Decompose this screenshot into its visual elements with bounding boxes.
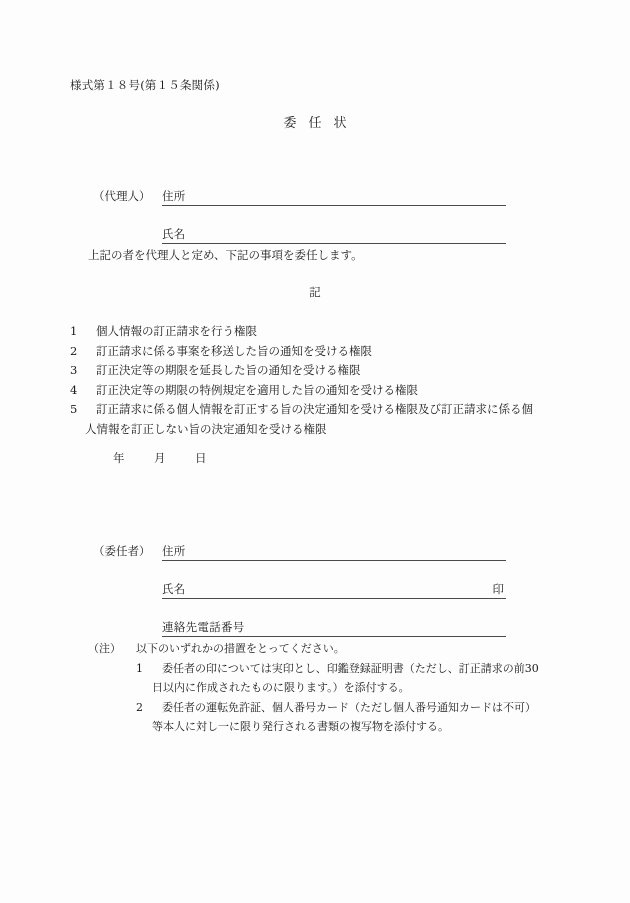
client-tag-spacer xyxy=(93,633,162,637)
agent-tag: （代理人） xyxy=(93,188,151,203)
item-text xyxy=(96,381,610,401)
client-phone-field[interactable] xyxy=(162,619,506,638)
notes-tag: （注） xyxy=(88,642,121,655)
note-text-line1: 委任者の印については実印とし、印鑑登録証明書（ただし、訂正請求の前30 xyxy=(162,661,539,675)
note-number: 2 xyxy=(136,700,143,714)
seal-mark: 印 xyxy=(492,581,504,596)
client-name-row xyxy=(93,561,506,599)
notes-section xyxy=(88,639,588,737)
client-tag: （委任者） xyxy=(93,543,151,558)
agent-tag-spacer xyxy=(93,240,162,244)
item-text-line1: 訂正決定等の期限を延長した旨の通知を受ける権限 xyxy=(96,363,361,378)
client-phone-label: 連絡先電話番号 xyxy=(162,619,245,634)
form-number: 様式第１８号(第１５条関係) xyxy=(70,78,220,92)
agent-name-row xyxy=(93,206,506,244)
item-text xyxy=(96,342,610,362)
note-text xyxy=(152,659,588,698)
note-item xyxy=(136,698,588,737)
note-text-line2: 日以内に作成されたものに限ります。）を添付する。 xyxy=(152,681,410,694)
list-item xyxy=(70,381,610,401)
list-item xyxy=(70,342,610,362)
note-number: 1 xyxy=(136,661,143,675)
item-number: 3 xyxy=(70,363,78,378)
item-text xyxy=(96,361,610,381)
lead-sentence: 上記の者を代理人と定め、下記の事項を委任します。 xyxy=(88,248,363,262)
client-address-label: 住所 xyxy=(162,543,186,558)
note-item xyxy=(136,659,588,698)
client-tag-spacer xyxy=(93,595,162,599)
client-name-field[interactable] xyxy=(162,581,506,600)
notes-heading-row xyxy=(88,639,588,659)
list-item xyxy=(70,400,610,439)
agent-address-row xyxy=(93,168,506,206)
client-phone-row xyxy=(93,599,506,637)
item-number: 2 xyxy=(70,343,78,358)
agent-block xyxy=(93,168,506,244)
item-text xyxy=(96,322,610,342)
agent-address-field[interactable] xyxy=(162,188,506,207)
client-block xyxy=(93,523,506,637)
client-address-field[interactable] xyxy=(162,543,506,562)
item-text-line1: 訂正決定等の期限の特例規定を適用した旨の通知を受ける権限 xyxy=(96,382,418,397)
page-title: 委任状 xyxy=(283,116,359,131)
record-marker: 記 xyxy=(309,285,321,299)
note-text xyxy=(152,698,588,737)
client-address-row xyxy=(93,523,506,561)
agent-address-label: 住所 xyxy=(162,188,186,203)
date-line[interactable]: 年 月 日 xyxy=(113,451,216,465)
note-text-line2: 等本人に対し一に限り発行される書類の複写物を添付する。 xyxy=(152,720,449,733)
item-number: 4 xyxy=(70,382,78,397)
item-text-line1: 訂正請求に係る個人情報を訂正する旨の決定通知を受ける権限及び訂正請求に係る個 xyxy=(96,402,533,417)
item-number: 1 xyxy=(70,324,78,338)
item-text xyxy=(85,400,610,439)
note-text-line1: 委任者の運転免許証、個人番号カード（ただし個人番号通知カードは不可） xyxy=(162,700,536,714)
authority-list xyxy=(70,322,610,440)
item-text-line1: 個人情報の訂正請求を行う権限 xyxy=(96,324,257,338)
item-number: 5 xyxy=(70,402,78,417)
agent-name-label: 氏名 xyxy=(162,226,186,241)
item-text-line1: 訂正請求に係る事案を移送した旨の通知を受ける権限 xyxy=(96,343,372,358)
list-item xyxy=(70,361,610,381)
notes-heading: 以下のいずれかの措置をとってください。 xyxy=(136,642,345,655)
item-text-line2: 人情報を訂正しない旨の決定通知を受ける権限 xyxy=(85,421,327,436)
agent-name-field[interactable] xyxy=(162,226,506,245)
list-item xyxy=(70,322,610,342)
client-name-label: 氏名 xyxy=(162,581,186,596)
